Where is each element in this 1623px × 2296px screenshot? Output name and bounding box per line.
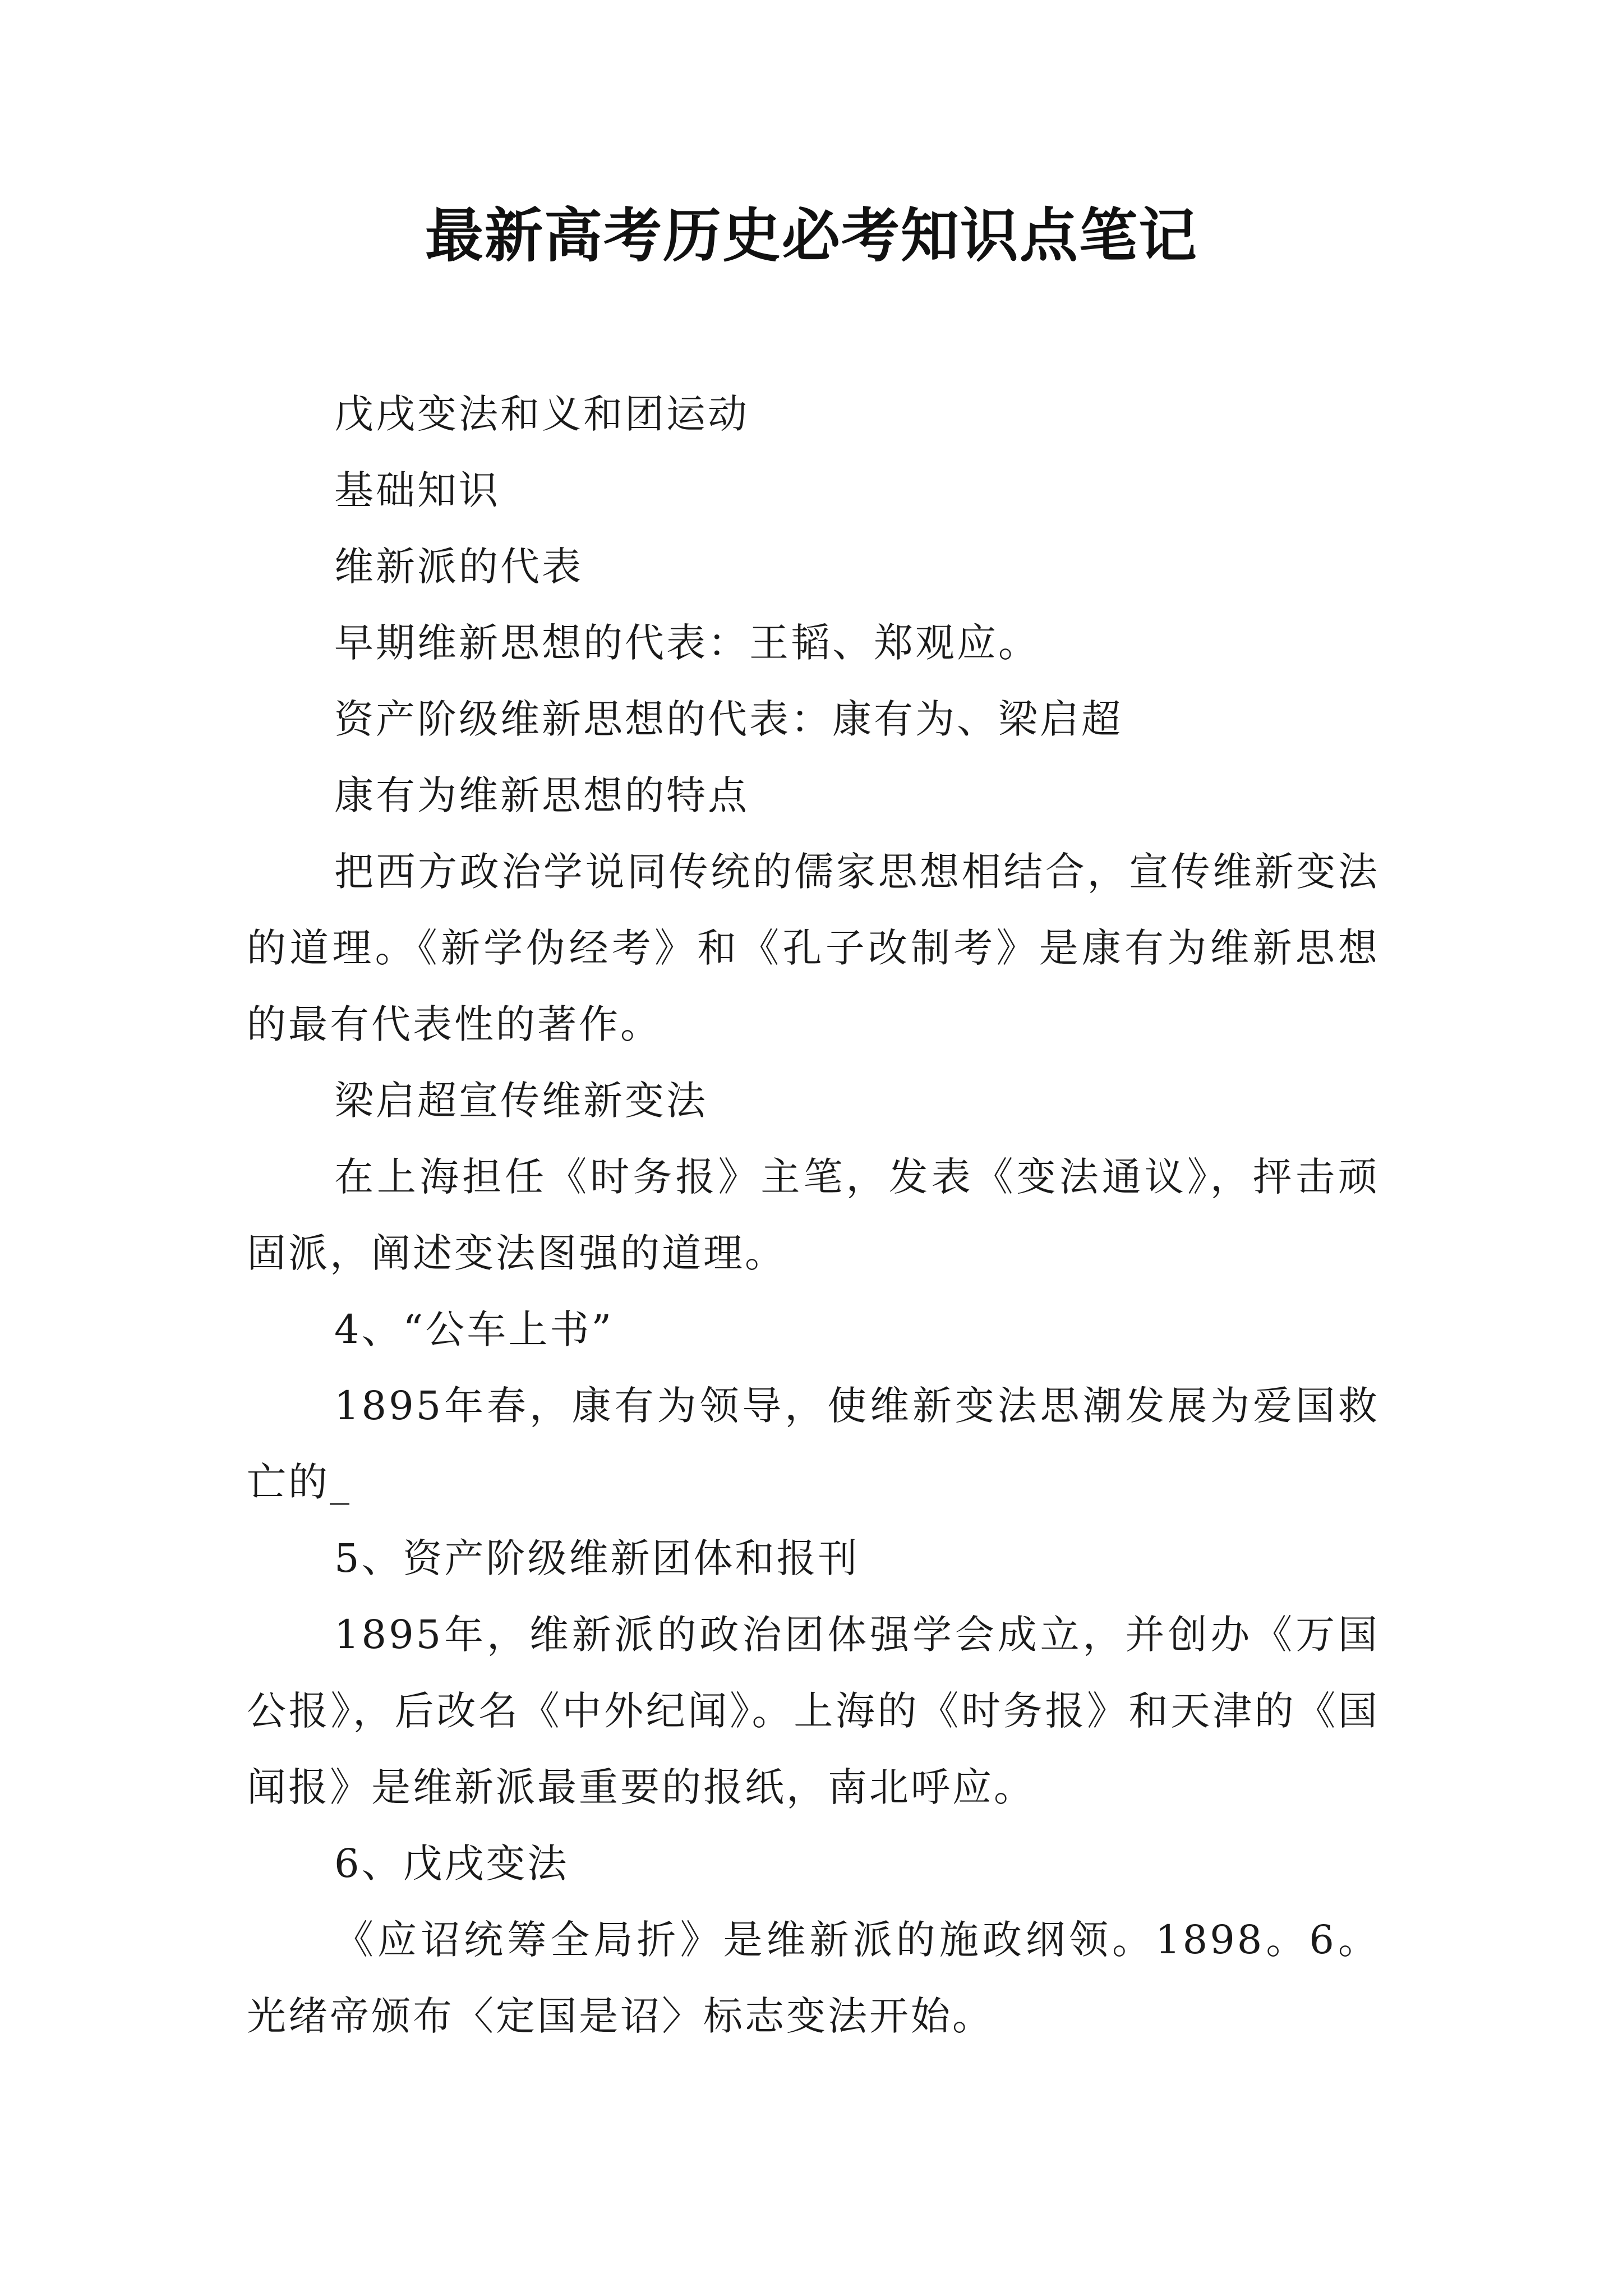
paragraph-topic: 5、资产阶级维新团体和报刊	[334, 1535, 860, 1581]
paragraph: 早期维新思想的代表：王韬、郑观应。	[334, 620, 1040, 666]
paragraph: 1895年，维新派的政治团体强学会成立，并创办《万国公报》，后改名《中外纪闻》。上海的《时务报》和天津的《国闻报》是维新派最重要的报纸，南北呼应。	[247, 1612, 1380, 1810]
paragraph: 资产阶级维新思想的代表：康有为、梁启超	[334, 696, 1123, 742]
paragraph-topic: 6、戊戌变法	[334, 1841, 569, 1887]
paragraph-topic: 4、“公车上书”	[334, 1306, 614, 1352]
document-title: 最新高考历史必考知识点笔记	[425, 201, 1198, 270]
paragraph: 把西方政治学说同传统的儒家思想相结合，宣传维新变法的道理。《新学伪经考》和《孔子改制考》是康有为维新思想的最有代表性的著作。	[247, 849, 1380, 1047]
paragraph-topic: 梁启超宣传维新变法	[334, 1078, 708, 1124]
paragraph-section-heading: 戊戌变法和义和团运动	[334, 391, 749, 437]
paragraph: 1895年春，康有为领导，使维新变法思潮发展为爱国救亡的_	[247, 1383, 1380, 1505]
paragraph: 在上海担任《时务报》主笔，发表《变法通议》，抨击顽固派，阐述变法图强的道理。	[247, 1154, 1380, 1276]
document-body	[247, 376, 1380, 2054]
paragraph: 《应诏统筹全局折》是维新派的施政纲领。1898。6。光绪帝颁布〈定国是诏〉标志变法开始。	[247, 1917, 1380, 2039]
paragraph-topic: 康有为维新思想的特点	[334, 772, 749, 818]
paragraph-subheading: 基础知识	[334, 467, 500, 513]
paragraph-topic: 维新派的代表	[334, 544, 583, 590]
